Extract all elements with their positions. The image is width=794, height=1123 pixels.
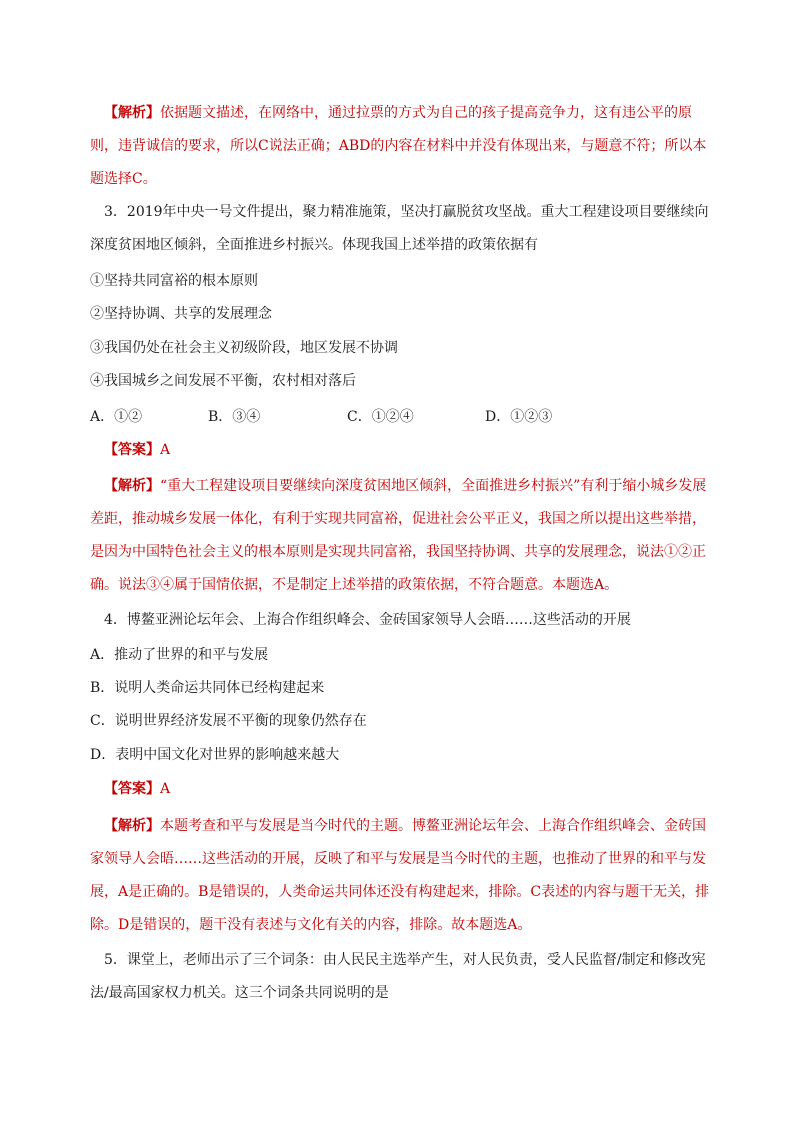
q3-answer — [90, 438, 712, 462]
q3-answer-tag: 【答案】 — [104, 442, 160, 458]
q3-analysis — [90, 470, 712, 602]
q4-option-a: A．推动了世界的和平与发展 — [90, 647, 269, 663]
q2-analysis-tag: 【解析】 — [104, 105, 160, 121]
q3-statement-3: ③我国仍处在社会主义初级阶段，地区发展不协调 — [90, 340, 398, 356]
q5-stem: 5．课堂上，老师出示了三个词条：由人民民主选举产生，对人民负责，受人民监督/制定和修改宪法/最高国家权力机关。这三个词条共同说明的是 — [90, 952, 706, 1001]
q3-statement-4: ④我国城乡之间发展不平衡，农村相对落后 — [90, 373, 356, 389]
q3-analysis-tag: 【解析】 — [104, 478, 160, 494]
q3-choice-b: B．③④ — [208, 409, 261, 425]
q4-option-d: D．表明中国文化对世界的影响越来越大 — [90, 747, 340, 763]
q2-analysis-text: 依据题文描述，在网络中，通过拉票的方式为自己的孩子提高竞争力，这有违公平的原则，违背诚信的要求，所以C说法正确；ABD的内容在材料中并没有体现出来，与题意不符；所以本题选择C。 — [90, 105, 707, 187]
q4-analysis-tag: 【解析】 — [104, 818, 160, 834]
q3-statement-1: ①坚持共同富裕的根本原则 — [90, 273, 258, 289]
q3-choice-c: C．①②④ — [347, 409, 414, 425]
q4-stem: 4．博鳌亚洲论坛年会、上海合作组织峰会、金砖国家领导人会晤……这些活动的开展 — [104, 612, 631, 628]
q3-choices — [90, 405, 712, 429]
q3-choice-a: A．①② — [90, 409, 143, 425]
q4-analysis — [90, 810, 712, 942]
q4-answer-tag: 【答案】 — [104, 781, 160, 797]
q3-choice-d: D．①②③ — [485, 409, 553, 425]
q4-option-b: B．说明人类命运共同体已经构建起来 — [90, 680, 325, 696]
q4-option-c: C．说明世界经济发展不平衡的现象仍然存在 — [90, 713, 367, 729]
q4-analysis-text: 本题考查和平与发展是当今时代的主题。博鳌亚洲论坛年会、上海合作组织峰会、金砖国家领导人会晤……这些活动的开展，反映了和平与发展是当今时代的主题，也推动了世界的和平与发展，A是正确的。B是错误的，人类命运共同体还没有构建起来，排除。C表述的内容与题干无关，排除。D是错误的，题干没有表述与文化有关的内容，排除。故本题选A。 — [90, 818, 710, 933]
q3-stem: 3．2019年中央一号文件提出，聚力精准施策，坚决打赢脱贫攻坚战。重大工程建设项目要继续向深度贫困地区倾斜，全面推进乡村振兴。体现我国上述举措的政策依据有 — [90, 204, 709, 253]
q4-answer-value: A — [160, 781, 171, 797]
q3-analysis-text: “重大工程建设项目要继续向深度贫困地区倾斜，全面推进乡村振兴”有利于缩小城乡发展差距，推动城乡发展一体化，有利于实现共同富裕，促进社会公平正义，我国之所以提出这些举措，是因为中国特色社会主义的根本原则是实现共同富裕，我国坚持协调、共享的发展理念，说法①②正确。说法③④属于国情依据，不是制定上述举措的政策依据，不符合题意。本题选A。 — [90, 478, 707, 593]
q2-analysis — [90, 97, 712, 196]
q4-answer — [90, 777, 712, 801]
q3-statement-2: ②坚持协调、共享的发展理念 — [90, 306, 272, 322]
q3-answer-value: A — [160, 442, 171, 458]
